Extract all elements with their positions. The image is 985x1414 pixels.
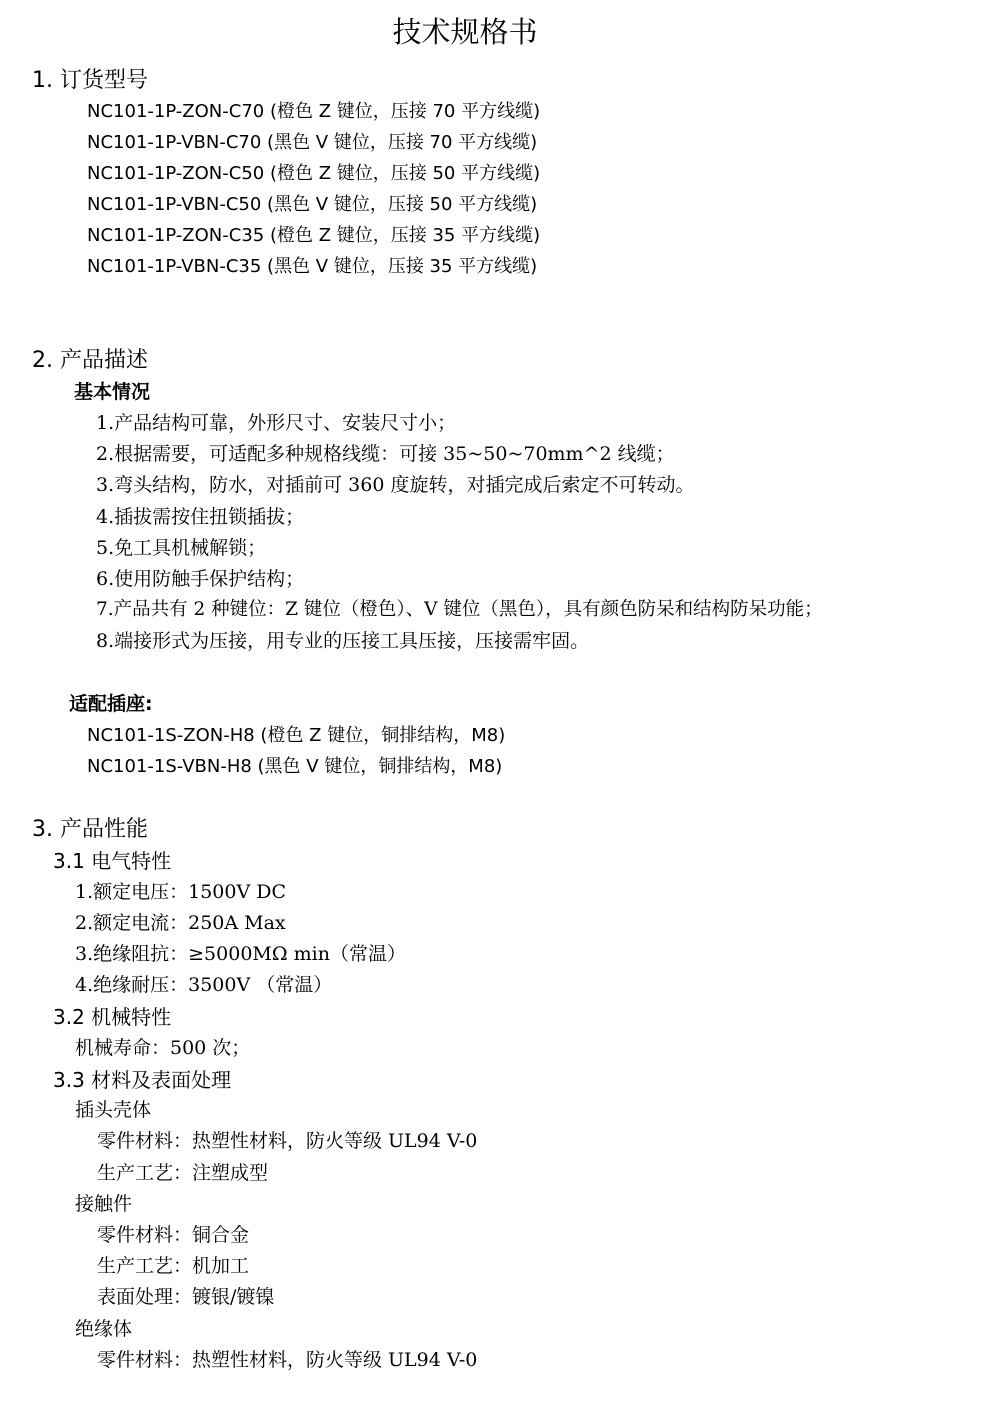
- material-item: 零件材料：热塑性材料，防火等级 UL94 V-0: [97, 1349, 478, 1371]
- model-item: NC101-1P-ZON-C50 (橙色 Z 键位，压接 50 平方线缆): [87, 163, 541, 184]
- model-item: NC101-1P-VBN-C50 (黑色 V 键位，压接 50 平方线缆): [87, 194, 538, 215]
- basic-info-heading: 基本情况: [74, 381, 151, 403]
- socket-heading: 适配插座:: [69, 693, 153, 715]
- material-item: 生产工艺：机加工: [97, 1255, 250, 1277]
- material-item: 表面处理：镀银/镀镍: [97, 1286, 275, 1308]
- electrical-heading: 3.1 电气特性: [53, 849, 172, 873]
- spec-item: 2.额定电流：250A Max: [75, 912, 286, 934]
- description-item: 8.端接形式为压接，用专业的压接工具压接，压接需牢固。: [96, 630, 590, 652]
- section-1-heading: 1. 订货型号: [32, 68, 148, 93]
- spec-item: 4.绝缘耐压：3500V （常温）: [75, 974, 333, 996]
- document-title: 技术规格书: [392, 15, 538, 49]
- model-item: NC101-1P-ZON-C70 (橙色 Z 键位，压接 70 平方线缆): [87, 101, 541, 122]
- model-item: NC101-1P-VBN-C35 (黑色 V 键位，压接 35 平方线缆): [87, 256, 538, 277]
- socket-item: NC101-1S-VBN-H8 (黑色 V 键位，铜排结构，M8): [87, 756, 503, 777]
- description-item: 7.产品共有 2 种键位：Z 键位（橙色）、V 键位（黑色），具有颜色防呆和结构防呆功能；: [96, 599, 823, 620]
- model-item: NC101-1P-ZON-C35 (橙色 Z 键位，压接 35 平方线缆): [87, 225, 541, 246]
- section-2-heading: 2. 产品描述: [32, 348, 148, 373]
- material-item: 生产工艺：注塑成型: [97, 1162, 269, 1184]
- description-item: 1.产品结构可靠，外形尺寸、安装尺寸小；: [96, 412, 457, 434]
- description-item: 6.使用防触手保护结构；: [96, 568, 305, 590]
- insulator-heading: 绝缘体: [75, 1318, 133, 1340]
- spec-item: 机械寿命：500 次；: [75, 1037, 251, 1059]
- spec-item: 1.额定电压：1500V DC: [75, 881, 287, 903]
- material-item: 零件材料：热塑性材料，防火等级 UL94 V-0: [97, 1130, 478, 1152]
- materials-heading: 3.3 材料及表面处理: [53, 1068, 232, 1092]
- description-item: 5.免工具机械解锁；: [96, 537, 267, 559]
- spec-item: 3.绝缘阻抗：≥5000MΩ min（常温）: [75, 943, 406, 965]
- model-item: NC101-1P-VBN-C70 (黑色 V 键位，压接 70 平方线缆): [87, 132, 538, 153]
- housing-heading: 插头壳体: [75, 1099, 152, 1121]
- description-item: 3.弯头结构，防水，对插前可 360 度旋转，对插完成后索定不可转动。: [96, 474, 695, 496]
- socket-item: NC101-1S-ZON-H8 (橙色 Z 键位，铜排结构，M8): [87, 725, 506, 746]
- description-item: 2.根据需要，可适配多种规格线缆：可接 35~50~70mm^2 线缆；: [96, 443, 675, 465]
- mechanical-heading: 3.2 机械特性: [53, 1005, 172, 1029]
- contact-heading: 接触件: [75, 1193, 133, 1215]
- material-item: 零件材料：铜合金: [97, 1224, 250, 1246]
- section-3-heading: 3. 产品性能: [32, 817, 148, 842]
- description-item: 4.插拔需按住扭锁插拔；: [96, 506, 305, 528]
